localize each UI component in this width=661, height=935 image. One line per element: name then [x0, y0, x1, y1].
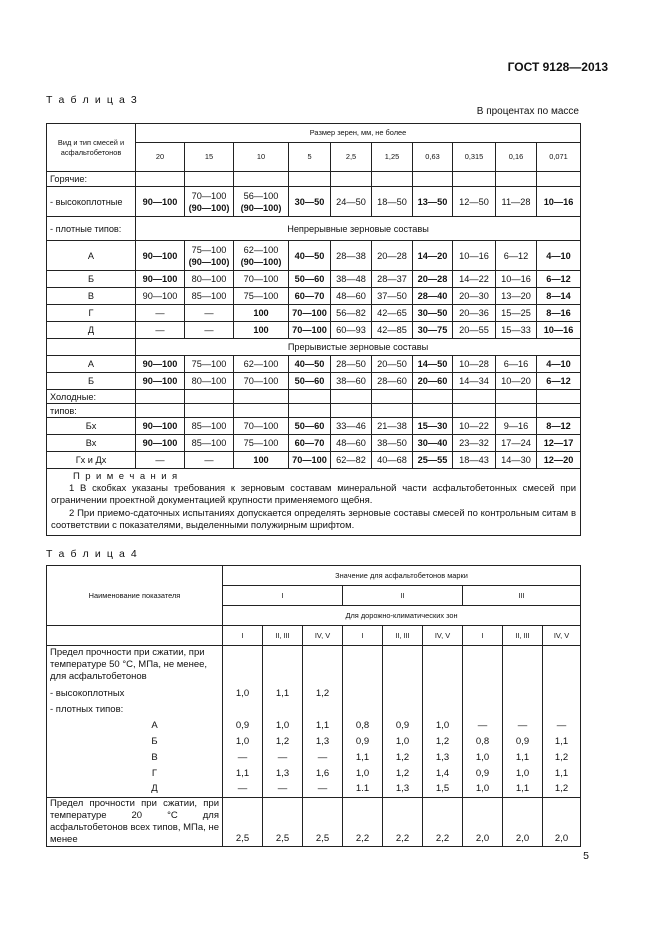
cell: 10—20: [496, 373, 537, 390]
row-label: А: [47, 241, 136, 271]
cell: —: [263, 782, 303, 798]
dense-types-label: - плотных типов:: [47, 702, 223, 718]
cell: 6—12: [496, 241, 537, 271]
notes-title: П р и м е ч а н и я: [73, 471, 179, 482]
row-label: Б: [47, 271, 136, 288]
table-row: [47, 798, 581, 847]
row-label: В: [47, 288, 136, 305]
cell: —: [303, 750, 343, 766]
cell: —: [223, 782, 263, 798]
cell: 75—100 (90—100): [185, 241, 234, 271]
zone-col: I: [463, 626, 503, 646]
cell: 38—50: [372, 435, 413, 452]
cell: 6—12: [537, 373, 581, 390]
row-label: А: [47, 356, 136, 373]
size-col: 2,5: [331, 143, 372, 172]
zone-col: IV, V: [543, 626, 581, 646]
row-label: - высокоплотные: [47, 187, 136, 217]
cell: 28—50: [331, 356, 372, 373]
table-row: [47, 241, 581, 271]
cell: 90—100: [136, 418, 185, 435]
p20-title: Предел прочности при сжатии, при температуре 20 °С для асфальтобетонов всех типов, МПа, не менее: [47, 798, 223, 847]
cell: 13—20: [496, 288, 537, 305]
cell: 20—50: [372, 356, 413, 373]
document-code: ГОСТ 9128—2013: [507, 60, 608, 74]
cell: 70—100: [289, 322, 331, 339]
cell: 12—17: [537, 435, 581, 452]
cell: 75—100: [234, 288, 289, 305]
cell: 1,0: [383, 734, 423, 750]
cell: 62—100: [234, 356, 289, 373]
cell: 30—50: [413, 305, 453, 322]
cell: 85—100: [185, 288, 234, 305]
table4-caption: Т а б л и ц а 4: [46, 548, 139, 560]
cell: 90—100: [136, 187, 185, 217]
cell: 0,9: [503, 734, 543, 750]
cell: 1,0: [263, 718, 303, 734]
note-1: 1 В скобках указаны требования к зерновым составам минеральной части асфальтобетонных смесей при ограничении проектной документацией крупности применяемого щебня.: [51, 483, 577, 507]
table-row: [47, 782, 581, 798]
cell: —: [263, 750, 303, 766]
cell: 90—100: [136, 356, 185, 373]
cell: 20—28: [413, 271, 453, 288]
cell: 1,2: [423, 734, 463, 750]
table-row: [47, 750, 581, 766]
table3-caption: Т а б л и ц а 3: [46, 94, 139, 106]
table-row: [47, 305, 581, 322]
cell: 100: [234, 322, 289, 339]
table4-head-name: Наименование показателя: [47, 566, 223, 626]
cell: 14—50: [413, 356, 453, 373]
cell: 10—16: [537, 187, 581, 217]
cell: 10—16: [537, 322, 581, 339]
cell: 1,0: [223, 734, 263, 750]
cell: 23—32: [453, 435, 496, 452]
cell: 13—50: [413, 187, 453, 217]
cell: 70—100: [289, 452, 331, 469]
cell: 1,0: [343, 766, 383, 782]
cell: 30—50: [289, 187, 331, 217]
cell: 2,2: [423, 798, 463, 847]
cell: 9—16: [496, 418, 537, 435]
size-col: 0,071: [537, 143, 581, 172]
cell: 4—10: [537, 241, 581, 271]
row-label: А: [47, 718, 223, 734]
size-col: 5: [289, 143, 331, 172]
cell: 28—60: [372, 373, 413, 390]
cell: 38—48: [331, 271, 372, 288]
cell: 14—22: [453, 271, 496, 288]
table3-head-sizes: Размер зерен, мм, не более: [136, 124, 581, 143]
cell: 1,2: [543, 750, 581, 766]
cell: 1,1: [503, 782, 543, 798]
cell: 14—30: [496, 452, 537, 469]
cell: 90—100: [136, 435, 185, 452]
cell: 1,1: [343, 750, 383, 766]
table-row: [47, 322, 581, 339]
cell: 48—60: [331, 288, 372, 305]
cell: 1,4: [423, 766, 463, 782]
zone-col: I: [343, 626, 383, 646]
cell: 90—100: [136, 241, 185, 271]
cell: 28—37: [372, 271, 413, 288]
cell: 56—100 (90—100): [234, 187, 289, 217]
cell: 0,9: [343, 734, 383, 750]
cell: 56—82: [331, 305, 372, 322]
table-row: [47, 686, 581, 702]
size-col: 15: [185, 143, 234, 172]
cell: 24—50: [331, 187, 372, 217]
cell: 10—28: [453, 356, 496, 373]
cell: 0,9: [223, 718, 263, 734]
cell: 1,2: [383, 766, 423, 782]
cell: 10—16: [453, 241, 496, 271]
cell: 40—68: [372, 452, 413, 469]
table-row: [47, 418, 581, 435]
cell: 0,9: [383, 718, 423, 734]
cell: 70—100: [234, 271, 289, 288]
row-label: Б: [47, 734, 223, 750]
cell: 30—75: [413, 322, 453, 339]
cell: 17—24: [496, 435, 537, 452]
cell: 28—38: [331, 241, 372, 271]
cell: —: [136, 322, 185, 339]
cell: 1,0: [503, 766, 543, 782]
cell: —: [136, 305, 185, 322]
cell: 1,0: [423, 718, 463, 734]
cell: 1,0: [463, 750, 503, 766]
row-label: Вх: [47, 435, 136, 452]
cell: 38—60: [331, 373, 372, 390]
cell: 10—22: [453, 418, 496, 435]
cell: 70—100: [289, 305, 331, 322]
cell: 2,2: [343, 798, 383, 847]
cell: 1,3: [263, 766, 303, 782]
cell: 2,5: [303, 798, 343, 847]
cell: —: [185, 452, 234, 469]
cell: 1,2: [543, 782, 581, 798]
hot-label: Горячие:: [47, 172, 136, 187]
cell: 10—16: [496, 271, 537, 288]
cell: 90—100: [136, 288, 185, 305]
cell: 1,3: [423, 750, 463, 766]
cell: 1,0: [223, 686, 263, 702]
cell: 14—34: [453, 373, 496, 390]
note-2: 2 При приемо-сдаточных испытаниях допускается определять зерновые составы смесей по контрольным ситам в соответствии с показателями, выделенными полужирным шрифтом.: [51, 507, 577, 531]
cell: 75—100: [185, 356, 234, 373]
row-label: Б: [47, 373, 136, 390]
cell: 4—10: [537, 356, 581, 373]
size-col: 10: [234, 143, 289, 172]
cell: 14—20: [413, 241, 453, 271]
cell: 15—25: [496, 305, 537, 322]
cell: 70—100: [234, 418, 289, 435]
cell: 85—100: [185, 418, 234, 435]
continuous-header: Непрерывные зерновые составы: [136, 217, 581, 241]
cell: 1,1: [543, 766, 581, 782]
cell: 2,0: [543, 798, 581, 847]
cell: 2,0: [463, 798, 503, 847]
cell: 1,1: [303, 718, 343, 734]
zone-col: I: [223, 626, 263, 646]
size-col: 0,315: [453, 143, 496, 172]
cell: 20—28: [372, 241, 413, 271]
row-label: Гх и Дх: [47, 452, 136, 469]
table-row: [47, 187, 581, 217]
cell: 50—60: [289, 373, 331, 390]
row-label: Г: [47, 305, 136, 322]
row-label: В: [47, 750, 223, 766]
cell: 25—55: [413, 452, 453, 469]
cell: 8—14: [537, 288, 581, 305]
cell: 0,9: [463, 766, 503, 782]
cell: 100: [234, 452, 289, 469]
cell: 90—100: [136, 373, 185, 390]
cell: 6—16: [496, 356, 537, 373]
cell: —: [185, 305, 234, 322]
zone-col: IV, V: [423, 626, 463, 646]
cell: 20—36: [453, 305, 496, 322]
cell: 12—20: [537, 452, 581, 469]
cell: 12—50: [453, 187, 496, 217]
table3-head-type: Вид и тип смесей и асфальтобетонов: [47, 124, 136, 172]
cell: 1,1: [263, 686, 303, 702]
cell: 2,2: [383, 798, 423, 847]
row-label: Д: [47, 782, 223, 798]
cell: 11—28: [496, 187, 537, 217]
cell: 42—85: [372, 322, 413, 339]
table-row: [47, 271, 581, 288]
zone-col: IV, V: [303, 626, 343, 646]
cell: 2,5: [263, 798, 303, 847]
cell: 15—30: [413, 418, 453, 435]
cell: —: [463, 718, 503, 734]
cell: 20—30: [453, 288, 496, 305]
cell: 62—100 (90—100): [234, 241, 289, 271]
cell: 60—70: [289, 435, 331, 452]
cell: 60—70: [289, 288, 331, 305]
table-row: [47, 356, 581, 373]
cell: —: [503, 718, 543, 734]
cold-label: Холодные:: [47, 390, 136, 404]
zone-col: II, III: [263, 626, 303, 646]
zone-col: II, III: [503, 626, 543, 646]
cell: 90—100: [136, 271, 185, 288]
cell: 0,8: [343, 718, 383, 734]
cell: 33—46: [331, 418, 372, 435]
table-row: [47, 734, 581, 750]
row-label: Г: [47, 766, 223, 782]
zone-col: II, III: [383, 626, 423, 646]
table4-head-value: Значение для асфальтобетонов марки: [223, 566, 581, 586]
cell: 80—100: [185, 271, 234, 288]
cell: 18—43: [453, 452, 496, 469]
cell: 1,1: [543, 734, 581, 750]
cell: 50—60: [289, 418, 331, 435]
cell: 1,6: [303, 766, 343, 782]
cell: 85—100: [185, 435, 234, 452]
grade-col: II: [343, 586, 463, 606]
cell: 70—100 (90—100): [185, 187, 234, 217]
cell: 48—60: [331, 435, 372, 452]
cell: 1,2: [303, 686, 343, 702]
size-col: 20: [136, 143, 185, 172]
row-label: Д: [47, 322, 136, 339]
cell: 6—12: [537, 271, 581, 288]
cell: 1.1: [343, 782, 383, 798]
cell: 62—82: [331, 452, 372, 469]
cell: 40—50: [289, 241, 331, 271]
cell: 2,5: [223, 798, 263, 847]
cell: 1,2: [263, 734, 303, 750]
cell: 18—50: [372, 187, 413, 217]
cell: —: [223, 750, 263, 766]
cell: 28—40: [413, 288, 453, 305]
grade-col: I: [223, 586, 343, 606]
table4: [46, 565, 581, 847]
cell: 40—50: [289, 356, 331, 373]
cell: 21—38: [372, 418, 413, 435]
table-row: [47, 373, 581, 390]
cell: 1,3: [303, 734, 343, 750]
table-row: [47, 435, 581, 452]
cell: 2,0: [503, 798, 543, 847]
dense-types-label: - плотные типов:: [47, 217, 136, 241]
cell: 0,8: [463, 734, 503, 750]
table-row: [47, 766, 581, 782]
cell: —: [303, 782, 343, 798]
cell: 1,2: [383, 750, 423, 766]
cell: 60—93: [331, 322, 372, 339]
cell: 50—60: [289, 271, 331, 288]
table3-units: В процентах по массе: [476, 106, 579, 117]
cell: 30—40: [413, 435, 453, 452]
p50-title: Предел прочности при сжатии, при температуре 50 °С, МПа, не менее, для асфальтобетонов: [47, 646, 223, 686]
grade-col: III: [463, 586, 581, 606]
cell: 70—100: [234, 373, 289, 390]
cell: 37—50: [372, 288, 413, 305]
cell: —: [136, 452, 185, 469]
table3-notes: [47, 469, 581, 536]
cell: 1,1: [223, 766, 263, 782]
cell: 8—16: [537, 305, 581, 322]
cell: 20—55: [453, 322, 496, 339]
types-label: типов:: [47, 404, 136, 418]
discontinuous-header: Прерывистые зерновые составы: [136, 339, 581, 356]
cell: 80—100: [185, 373, 234, 390]
table-row: [47, 452, 581, 469]
cell: 1,1: [503, 750, 543, 766]
cell: —: [543, 718, 581, 734]
page-number: 5: [583, 850, 589, 862]
cell: 20—60: [413, 373, 453, 390]
cell: 8—12: [537, 418, 581, 435]
cell: 15—33: [496, 322, 537, 339]
size-col: 0,16: [496, 143, 537, 172]
cell: 1,5: [423, 782, 463, 798]
cell: 1,0: [463, 782, 503, 798]
cell: 42—65: [372, 305, 413, 322]
zones-head: Для дорожно-климатических зон: [223, 606, 581, 626]
row-label: Бх: [47, 418, 136, 435]
table-row: [47, 718, 581, 734]
cell: 1,3: [383, 782, 423, 798]
table-row: [47, 288, 581, 305]
row-label: - высокоплотных: [47, 686, 223, 702]
cell: 75—100: [234, 435, 289, 452]
size-col: 1,25: [372, 143, 413, 172]
size-col: 0,63: [413, 143, 453, 172]
table3: [46, 123, 581, 536]
cell: —: [185, 322, 234, 339]
cell: 100: [234, 305, 289, 322]
